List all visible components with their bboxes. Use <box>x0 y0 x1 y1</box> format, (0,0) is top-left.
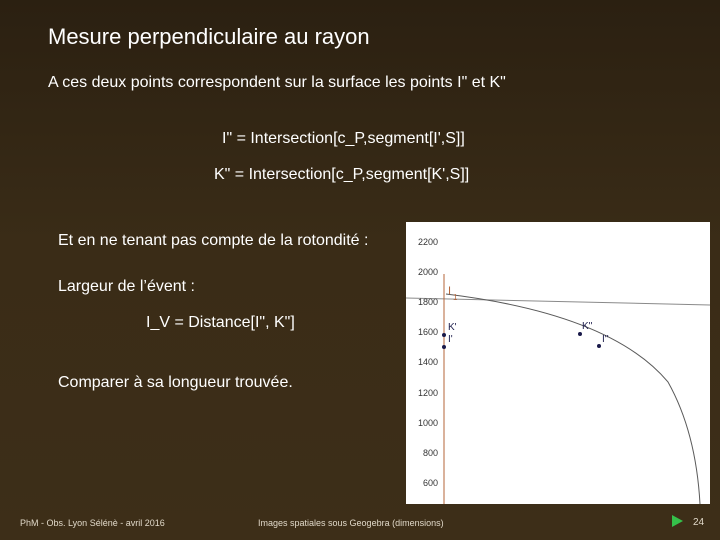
point-k-double <box>578 332 582 336</box>
point-i-double <box>597 344 601 348</box>
y-tick-label: 1200 <box>418 388 439 398</box>
y-tick-label: 1400 <box>418 357 439 367</box>
point-k-prime <box>442 333 446 337</box>
point-label-i1-sub: 1 <box>453 293 458 302</box>
footer-author: PhM - Obs. Lyon Sélénè - avril 2016 <box>20 518 165 528</box>
formula-k-double: K" = Intersection[c_P,segment[K',S]] <box>214 166 470 183</box>
footer-subject: Images spatiales sous Geogebra (dimensions) <box>258 518 444 528</box>
intro-text: A ces deux points correspondent sur la surface les points I" et K" <box>48 74 506 91</box>
point-label-k-prime: K' <box>448 322 457 333</box>
page-number: 24 <box>693 517 705 528</box>
point-label-i1: I <box>448 285 452 297</box>
point-i-prime <box>442 345 446 349</box>
y-tick-label: 2200 <box>418 237 439 247</box>
geogebra-plot <box>406 222 710 504</box>
comparer-text: Comparer à sa longueur trouvée. <box>58 374 293 391</box>
horizontal-line <box>406 298 710 305</box>
y-tick-label: 1000 <box>418 418 439 428</box>
point-label-i-double: I'' <box>602 334 609 345</box>
distance-formula: I_V = Distance[I", K"] <box>146 314 295 331</box>
largeur-label: Largeur de l’évent : <box>58 278 195 295</box>
circle-arc <box>446 294 700 504</box>
formula-i-double: I" = Intersection[c_P,segment[I',S]] <box>222 130 465 147</box>
point-label-i-prime: I' <box>448 334 453 345</box>
y-tick-label: 1600 <box>418 327 439 337</box>
y-tick-label: 800 <box>423 448 439 458</box>
y-tick-label: 1800 <box>418 297 439 307</box>
point-label-k-double: K'' <box>582 321 593 332</box>
rotondite-text: Et en ne tenant pas compte de la rotondité : <box>58 232 369 249</box>
y-tick-label: 600 <box>423 478 439 488</box>
next-slide-icon[interactable] <box>672 515 683 527</box>
geogebra-figure <box>406 222 710 504</box>
slide-title: Mesure perpendiculaire au rayon <box>48 24 370 49</box>
y-tick-label: 2000 <box>418 267 439 277</box>
